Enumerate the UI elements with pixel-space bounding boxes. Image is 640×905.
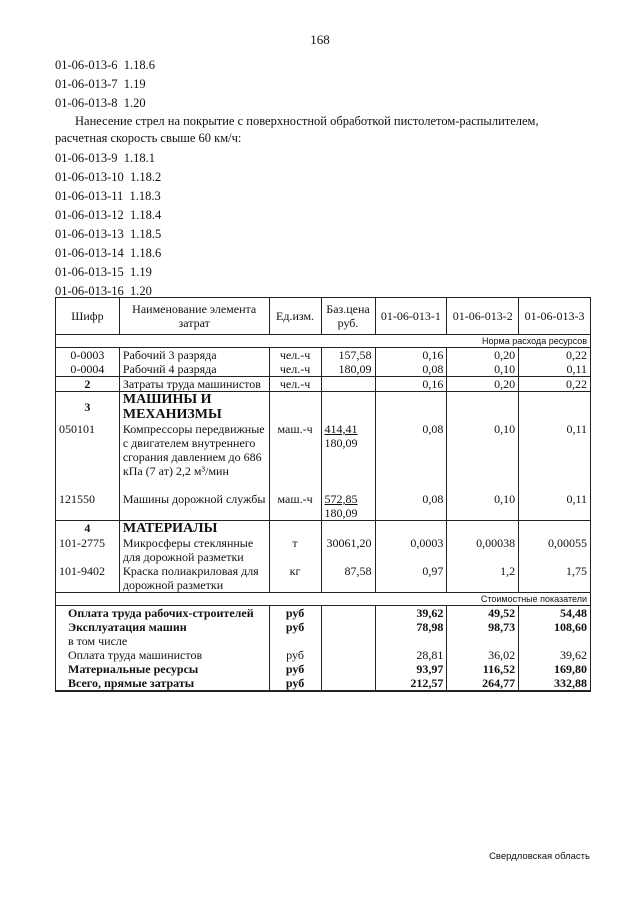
code-line	[55, 75, 595, 94]
cost-v2: 49,52	[447, 606, 519, 621]
cost-v1: 212,57	[375, 676, 447, 691]
cost-v3: 108,60	[519, 620, 591, 648]
cost-row	[56, 676, 591, 691]
cost-name: Оплата труда машинистов	[56, 648, 270, 662]
cost-v1: 28,81	[375, 648, 447, 662]
cell-name: Рабочий 3 разряда	[119, 348, 269, 363]
cell-v2: 0,00038	[447, 536, 519, 564]
cost-v1: 39,62	[375, 606, 447, 621]
header-unit: Ед.изм.	[269, 298, 321, 335]
header-price: Баз.цена руб.	[321, 298, 375, 335]
cost-v3: 332,88	[519, 676, 591, 691]
cost-name: Оплата труда рабочих-строителей	[56, 606, 270, 621]
cost-v3: 169,80	[519, 662, 591, 676]
code: 01-06-013-8	[55, 96, 118, 110]
footer-region: Свердловская область	[489, 851, 590, 862]
code-line	[55, 56, 595, 75]
cell-v3: 0,00055	[519, 536, 591, 564]
codes-list	[55, 56, 595, 301]
cell-name: Затраты труда машинистов	[119, 377, 269, 392]
page-number: 168	[310, 32, 330, 47]
ref: 1.18.5	[130, 227, 162, 241]
code-line	[55, 168, 595, 187]
ref: 1.20	[123, 96, 146, 110]
cell-unit: чел.-ч	[269, 348, 321, 363]
cell-unit: маш.-ч	[269, 422, 321, 478]
ref: 1.19	[130, 265, 152, 279]
code: 01-06-013-9	[55, 151, 118, 165]
cell-v2: 0,20	[447, 348, 519, 363]
cell-v1: 0,97	[375, 564, 447, 593]
cell-code: 101-2775	[56, 536, 120, 564]
code: 01-06-013-12	[55, 208, 124, 222]
cost-v2: 264,77	[447, 676, 519, 691]
norm-label-row	[56, 335, 591, 348]
cell-price: 180,09	[321, 362, 375, 377]
cell-price	[321, 377, 375, 392]
cell-code: 0-0003	[56, 348, 120, 363]
cell-price: 30061,20	[321, 536, 375, 564]
cost-v1: 78,98	[375, 620, 447, 648]
cell-unit: маш.-ч	[269, 478, 321, 521]
header-code: Шифр	[56, 298, 120, 335]
cell-name: Машины дорожной службы	[119, 478, 269, 521]
cost-subtitle: в том числе	[68, 634, 128, 648]
cell-v1: 0,08	[375, 362, 447, 377]
cost-name: Материальные ресурсы	[56, 662, 270, 676]
cell-unit: т	[269, 536, 321, 564]
cell-v1: 0,08	[375, 422, 447, 478]
cell-v2: 0,10	[447, 422, 519, 478]
code-line	[55, 244, 595, 263]
code: 01-06-013-10	[55, 170, 124, 184]
code: 01-06-013-6	[55, 58, 118, 72]
section-title: МАТЕРИАЛЫ	[119, 521, 269, 537]
ref: 1.18.1	[123, 151, 155, 165]
cost-name: Всего, прямые затраты	[56, 676, 270, 691]
cost-name	[56, 620, 270, 648]
cell-code: 121550	[56, 478, 120, 521]
cell-v3: 0,11	[519, 478, 591, 521]
cell-v2: 0,10	[447, 478, 519, 521]
cost-v2: 98,73	[447, 620, 519, 648]
code: 01-06-013-7	[55, 77, 118, 91]
code-line	[55, 225, 595, 244]
code: 01-06-013-11	[55, 189, 124, 203]
cell-unit: чел.-ч	[269, 362, 321, 377]
cost-v1: 93,97	[375, 662, 447, 676]
cost-unit: руб	[269, 676, 321, 691]
header-row	[56, 298, 591, 335]
cell-v3: 0,22	[519, 377, 591, 392]
code-line	[55, 94, 595, 113]
cost-v2: 116,52	[447, 662, 519, 676]
code: 01-06-013-16	[55, 284, 124, 298]
ref: 1.18.2	[130, 170, 162, 184]
cell-name: Рабочий 4 разряда	[119, 362, 269, 377]
cell-v2: 0,20	[447, 377, 519, 392]
cost-row	[56, 662, 591, 676]
cell-price	[321, 478, 375, 521]
cost-title: Эксплуатация машин	[68, 620, 187, 634]
ref: 1.18.4	[130, 208, 162, 222]
code: 01-06-013-15	[55, 265, 124, 279]
header-col1: 01-06-013-1	[375, 298, 447, 335]
cell-v3: 1,75	[519, 564, 591, 593]
section-code: 4	[56, 521, 120, 537]
code-line	[55, 263, 595, 282]
code-line	[55, 149, 595, 168]
cost-v3: 54,48	[519, 606, 591, 621]
header-name: Наименование элемента затрат	[119, 298, 269, 335]
cost-unit: руб	[269, 606, 321, 621]
cost-row	[56, 620, 591, 648]
cost-unit: руб	[269, 620, 321, 648]
cell-name: Микросферы стеклянные для дорожной разметки	[119, 536, 269, 564]
cell-v1: 0,16	[375, 377, 447, 392]
price-total: 414,41	[324, 422, 358, 436]
cost-unit: руб	[269, 648, 321, 662]
ref: 1.20	[130, 284, 152, 298]
cell-v2: 0,10	[447, 362, 519, 377]
cost-label: Стоимостные показатели	[56, 593, 591, 606]
price-total: 572,85	[324, 492, 358, 506]
table-row	[56, 348, 591, 363]
cell-name: Компрессоры передвижные с двигателем внутреннего сгорания давлением до 686 кПа (7 ат) 2,2 м³/мин	[119, 422, 269, 478]
cell-unit: чел.-ч	[269, 377, 321, 392]
resource-table	[55, 297, 591, 692]
header-col2: 01-06-013-2	[447, 298, 519, 335]
cell-v3: 0,11	[519, 422, 591, 478]
note-line-2: расчетная скорость свыше 60 км/ч:	[55, 131, 242, 145]
cell-v3: 0,11	[519, 362, 591, 377]
ref: 1.18.6	[123, 58, 155, 72]
note-line-1: Нанесение стрел на покрытие с поверхностной обработкой пистолетом-распылителем,	[75, 114, 539, 128]
section-title: МАШИНЫ И МЕХАНИЗМЫ	[119, 392, 269, 423]
price-labor: 180,09	[324, 506, 358, 520]
price-labor: 180,09	[324, 436, 358, 450]
header-col3: 01-06-013-3	[519, 298, 591, 335]
cell-v1: 0,08	[375, 478, 447, 521]
code-line	[55, 187, 595, 206]
table-row	[56, 478, 591, 521]
cell-v3: 0,22	[519, 348, 591, 363]
table-row	[56, 536, 591, 564]
code: 01-06-013-14	[55, 246, 124, 260]
cell-code: 0-0004	[56, 362, 120, 377]
cell-code: 2	[56, 377, 120, 392]
ref: 1.19	[123, 77, 146, 91]
cell-unit: кг	[269, 564, 321, 593]
cell-v1: 0,0003	[375, 536, 447, 564]
table-row	[56, 362, 591, 377]
cost-unit: руб	[269, 662, 321, 676]
cell-v2: 1,2	[447, 564, 519, 593]
section-code: 3	[56, 392, 120, 423]
code: 01-06-013-13	[55, 227, 124, 241]
cost-row	[56, 606, 591, 621]
cell-price	[321, 422, 375, 478]
ref: 1.18.3	[129, 189, 161, 203]
cell-v1: 0,16	[375, 348, 447, 363]
cell-name: Краска полиакриловая для дорожной разметки	[119, 564, 269, 593]
cell-code: 101-9402	[56, 564, 120, 593]
cell-price: 157,58	[321, 348, 375, 363]
cost-label-row	[56, 593, 591, 606]
section-row	[56, 392, 591, 423]
section-row	[56, 521, 591, 537]
cell-price: 87,58	[321, 564, 375, 593]
norm-label: Норма расхода ресурсов	[56, 335, 591, 348]
code-line	[55, 206, 595, 225]
cell-code: 050101	[56, 422, 120, 478]
cost-v3: 39,62	[519, 648, 591, 662]
table-row	[56, 377, 591, 392]
cost-row	[56, 648, 591, 662]
table-row	[56, 422, 591, 478]
ref: 1.18.6	[130, 246, 162, 260]
table-row	[56, 564, 591, 593]
cost-v2: 36,02	[447, 648, 519, 662]
